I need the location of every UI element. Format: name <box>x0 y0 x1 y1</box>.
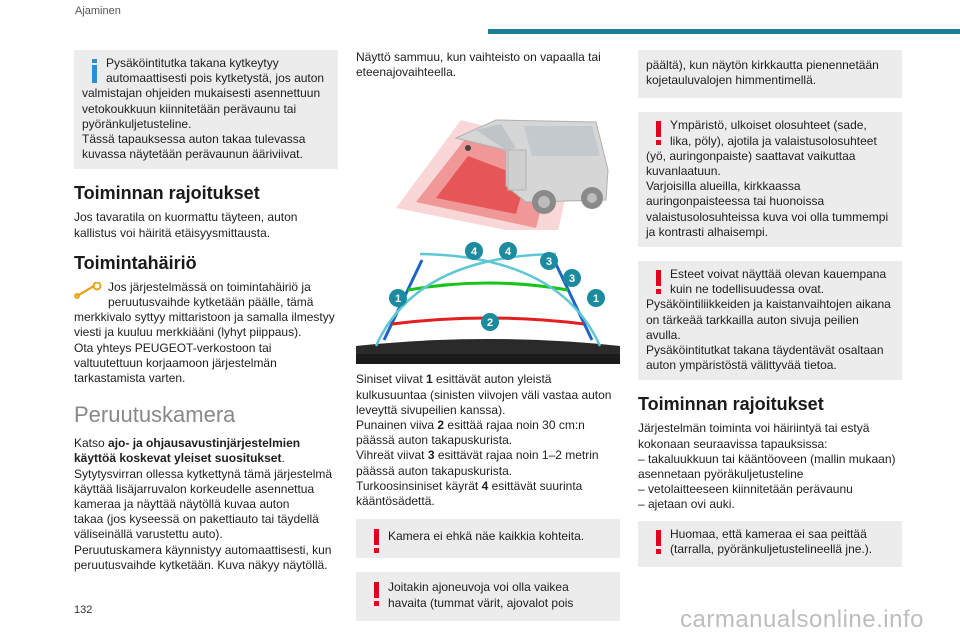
marker <box>389 289 407 307</box>
continued-box: päältä), kun näytön kirkkautta pienennetään kojetauluvalojen himmentimellä. <box>638 50 902 98</box>
heading-limits: Toiminnan rajoitukset <box>74 183 260 204</box>
warning-box-objects: Kamera ei ehkä näe kaikkia kohteita. <box>356 519 620 558</box>
info-icon <box>84 57 106 85</box>
svg-text:4: 4 <box>504 246 512 259</box>
limits-line: kallistus voi häiritä etäisyysmittausta. <box>74 225 271 240</box>
rear-camera-guide-diagram <box>356 236 620 364</box>
svg-text:3: 3 <box>545 256 553 269</box>
header-accent-bar <box>488 29 960 34</box>
column-3: päältä), kun näytön kirkkautta pienennetään kojetauluvalojen himmentimellä. Ympäristö, ulkoiset olosuhteet (sade, lika, pöly), ajotila ja valaistusolosuhteet (yö, auringonpaiste) saattavat vaikuttaa kuvanlaatuun. Varjoisilla alueilla, kirkkaassa auringonpaisteessa tai huonoissa valaistusolosuhteissa kuva voi olla tummempi ja kontrasti alhaisempi. Esteet voivat näyttää olevan kauempana kuin ne todellisuudessa ovat. Pysäköintiliikkeiden ja kaistanvaihtojen aikana on tärkeää tarkkailla auton sivuja peilien avulla. Pysäköintitutkat takana täydentävät osaltaan auton ympäristöstä välittyvää tietoa. Toiminnan rajoitukset Järjestelmän toiminta voi häiriintyä tai estyä kokonaan seuraavissa tapauksissa: – takaluukkuun tai kääntöoveen (mallin mukaan) asennetaan pyöräkuljetusteline – vetolaitteeseen kiinnitetään perävaunu – ajetaan ovi auki. Huomaa, että kameraa ei saa peittää (tarralla, pyöränkuljetustelineellä jne.). <box>638 50 902 581</box>
fault-block: Jos järjestelmässä on toimintahäiriö ja peruutusvaihde kytketään päälle, tämä merkkivalo syttyy mittaristoon ja samalla ilmestyy viesti ja kuuluu merkkiääni (lyhyt piippaus). Ota yhteys PEUGEOT-verkostoon tai valtuutettuun korjaamoon järjestelmän tarkastamista varten. <box>74 279 335 386</box>
svg-text:1: 1 <box>592 293 600 306</box>
marker <box>563 269 581 287</box>
column-2: Näyttö sammuu, kun vaihteisto on vapaalla tai eteenajovaihteella. 1 1 2 3 3 4 4 Siniset viivat 1 esittävät auton yleistä kulkusuuntaa (sinisten viivojen väli vastaa auton leveyttä sivupeilien kanssa). Punainen viiva 2 esittää rajaa noin 30 cm:n päässä auton takapuskurista. Vihreät viivat 3 esittävät rajaa noin 1–2 metrin päässä auton takapuskurista. Turkoosinsiniset käyrät 4 esittävät suurinta kääntösädettä. Kamera ei ehkä näe kaikkia kohteita. Joitakin ajoneuvoja voi olla vaikea havaita (tummat värit, ajovalot pois <box>356 50 620 635</box>
camera-ref: Katso ajo- ja ohjausavustinjärjestelmien <box>74 436 301 451</box>
wrench-icon <box>74 282 104 300</box>
svg-text:4: 4 <box>470 246 478 259</box>
warning-icon <box>648 268 670 296</box>
warning-box-cover: Huomaa, että kameraa ei saa peittää (tarralla, pyöränkuljetustelineellä jne.). <box>638 521 902 567</box>
limits-line: Jos tavaratila on kuormattu täyteen, auton <box>74 210 298 225</box>
van-camera-illustration <box>356 90 620 230</box>
marker <box>587 289 605 307</box>
warning-icon <box>366 580 388 608</box>
guide-legend: Siniset viivat 1 esittävät auton yleistä kulkusuuntaa (sinisten viivojen väli vastaa auton leveyttä sivupeilien kanssa). Punainen viiva 2 esittää rajaa noin 30 cm:n päässä auton takapuskurista. Vihreät viivat 3 esittävät rajaa noin 1–2 metrin päässä auton takapuskurista. Turkoosinsiniset käyrät 4 esittävät suurinta kääntösädettä. <box>356 372 612 509</box>
section-header: Ajaminen <box>75 5 121 17</box>
info-box-towbar <box>74 50 338 169</box>
camera-ref-cont: käyttöä koskevat yleiset suositukset. <box>74 451 285 466</box>
warning-box-vehicles: Joitakin ajoneuvoja voi olla vaikea havaita (tummat värit, ajovalot pois <box>356 572 620 620</box>
svg-text:3: 3 <box>568 273 576 286</box>
heading-camera: Peruutuskamera <box>74 402 236 428</box>
watermark: carmanualsonline.info <box>680 606 924 633</box>
svg-text:1: 1 <box>394 293 402 306</box>
warning-icon <box>366 527 388 555</box>
marker <box>540 252 558 270</box>
heading-fault: Toimintahäiriö <box>74 252 197 273</box>
page-number: 132 <box>74 604 93 616</box>
marker <box>465 242 483 260</box>
svg-text:2: 2 <box>486 317 494 330</box>
warning-box-environment: Ympäristö, ulkoiset olosuhteet (sade, lika, pöly), ajotila ja valaistusolosuhteet (yö, auringonpaiste) saattavat vaikuttaa kuvanlaatuun. Varjoisilla alueilla, kirkkaassa auringonpaisteessa tai huonoissa valaistusolosuhteissa kuva voi olla tummempi ja kontrasti alhaisempi. <box>638 112 902 247</box>
column-1: Pysäköintitutka takana kytkeytyy automaattisesti pois kytketystä, jos auton valmistajan ohjeiden mukaisesti asennettuun vetokoukkuun kiinnitetään perävaunu tai pyöränkuljetusteline. Tässä tapauksessa auton takaa tulevassa kuvassa näytetään perävaunun ääriviivat. Toiminnan rajoitukset Jos tavaratila on kuormattu täyteen, auton kallistus voi häiritä etäisyysmittausta. Toimintahäiriö Jos järjestelmässä on toimintahäiriö ja peruutusvaihde kytketään päälle, tämä merkkivalo syttyy mittaristoon ja samalla ilmestyy viesti ja kuuluu merkkiääni (lyhyt piippaus). Ota yhteys PEUGEOT-verkostoon tai valtuutettuun korjaamoon järjestelmän tarkastamista varten. Peruutuskamera Katso ajo- ja ohjausavustinjärjestelmien käyttöä koskevat yleiset suositukset. Sytytysvirran ollessa kytkettynä tämä järjestelmä käyttää lisäjarruvalon korkeudelle asennettua kameraa ja näyttää näytöllä kuvaa auton takaa (jos kyseessä on pakettiauto tai täydellä väliseinällä varustettu auto). Peruutuskamera käynnistyy automaattisesti, kun peruutusvaihde kytketään. Kuva näkyy näytöllä. <box>74 50 338 573</box>
marker <box>481 313 499 331</box>
heading-limits-2: Toiminnan rajoitukset <box>638 394 824 415</box>
marker <box>499 242 517 260</box>
warning-box-distance: Esteet voivat näyttää olevan kauempana kuin ne todellisuudessa ovat. Pysäköintiliikkeiden ja kaistanvaihtojen aikana on tärkeää tarkkailla auton sivuja peilien avulla. Pysäköintitutkat takana täydentävät osaltaan auton ympäristöstä välittyvää tietoa. <box>638 261 902 380</box>
warning-icon <box>648 119 670 147</box>
info-box-text: Pysäköintitutka takana kytkeytyy automaattisesti pois kytketystä, jos auton valmistajan ohjeiden mukaisesti asennettuun vetokoukkuun kiinnitetään perävaunu tai pyöränkuljetusteline. Tässä tapauksessa auton takaa tulevassa kuvassa näytetään perävaunun ääriviivat. <box>82 56 325 162</box>
warning-icon <box>648 528 670 556</box>
